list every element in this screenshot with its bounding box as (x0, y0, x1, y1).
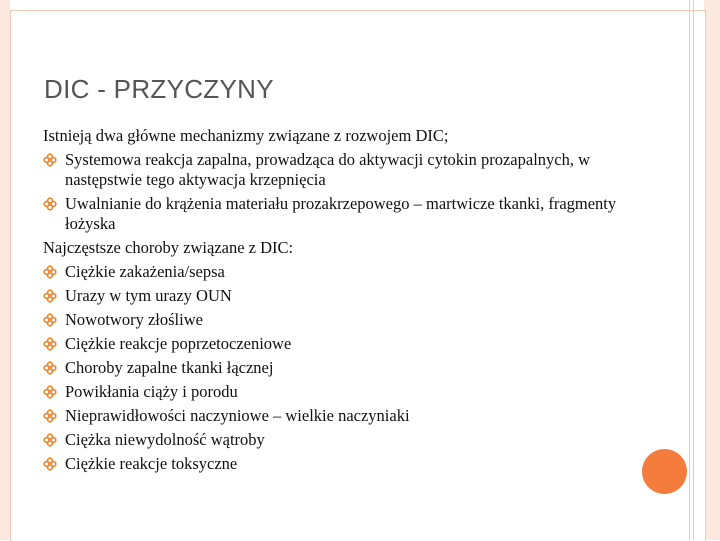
slide-content (43, 126, 663, 474)
list-item (43, 262, 663, 282)
disease-text: Ciężkie reakcje toksyczne (65, 454, 238, 473)
list-item (43, 406, 663, 426)
mechanism-text: Systemowa reakcja zapalna, prowadząca do aktywacji cytokin prozapalnych, w następstwie tego aktywacja krzepnięcia (65, 150, 591, 189)
flower-bullet-icon (43, 313, 57, 327)
disease-text: Ciężka niewydolność wątroby (65, 430, 265, 449)
list-item (43, 334, 663, 354)
intro-text: Istnieją dwa główne mechanizmy związane z rozwojem DIC; (43, 126, 449, 145)
list-item (43, 194, 663, 234)
right-decor-line-2 (693, 0, 694, 540)
flower-bullet-icon (43, 197, 57, 211)
list-item (43, 430, 663, 450)
list-item (43, 382, 663, 402)
flower-bullet-icon (43, 289, 57, 303)
disease-text: Choroby zapalne tkanki łącznej (65, 358, 274, 377)
flower-bullet-icon (43, 153, 57, 167)
flower-bullet-icon (43, 361, 57, 375)
slide-title: DIC - PRZYCZYNY (44, 74, 274, 104)
flower-bullet-icon (43, 337, 57, 351)
flower-bullet-icon (43, 265, 57, 279)
flower-bullet-icon (43, 409, 57, 423)
disease-text: Nowotwory złośliwe (65, 310, 203, 329)
disease-text: Ciężkie reakcje poprzetoczeniowe (65, 334, 292, 353)
mechanism-text: Uwalnianie do krążenia materiału prozakrzepowego – martwicze tkanki, fragmenty łożyska (65, 194, 617, 233)
list-item (43, 286, 663, 306)
list-item (43, 454, 663, 474)
flower-bullet-icon (43, 457, 57, 471)
list-item (43, 310, 663, 330)
disease-text: Powikłania ciąży i porodu (65, 382, 238, 401)
flower-bullet-icon (43, 385, 57, 399)
list-item (43, 150, 663, 190)
diseases-heading: Najczęstsze choroby związane z DIC: (43, 238, 294, 257)
flower-bullet-icon (43, 433, 57, 447)
left-decor-strip (0, 0, 10, 540)
orange-circle-decoration (642, 449, 687, 494)
disease-text: Nieprawidłowości naczyniowe – wielkie naczyniaki (65, 406, 410, 425)
list-item (43, 358, 663, 378)
right-decor-strip (704, 0, 720, 540)
right-decor-line (689, 0, 690, 540)
disease-text: Urazy w tym urazy OUN (65, 286, 232, 305)
disease-text: Ciężkie zakażenia/sepsa (65, 262, 225, 281)
